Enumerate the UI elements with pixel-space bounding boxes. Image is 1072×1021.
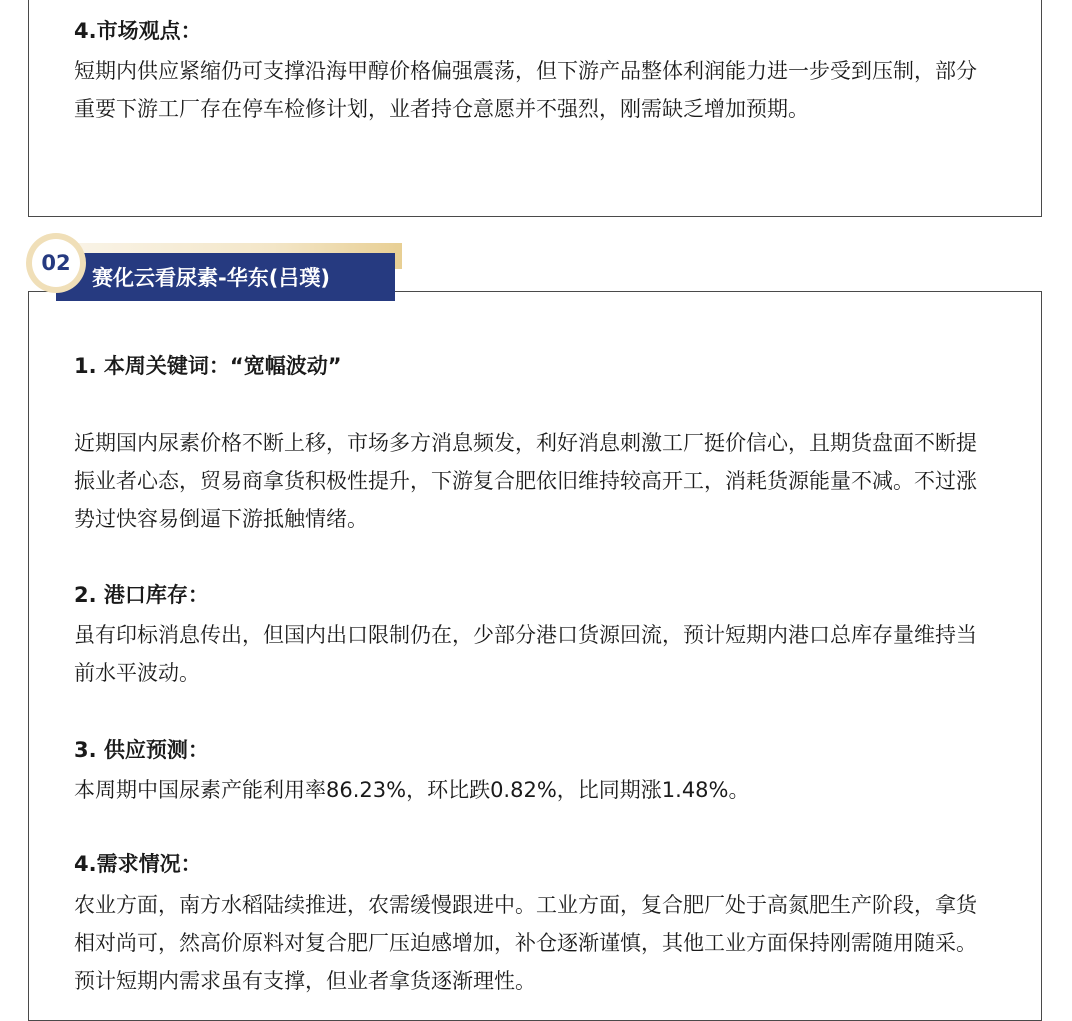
supply-forecast-text: 本周期中国尿素产能利用率86.23%，环比跌0.82%，比同期涨1.48%。 bbox=[74, 778, 750, 802]
demand-heading: 4.需求情况： bbox=[74, 852, 202, 876]
section-title: 赛化云看尿素-华东(吕璞) bbox=[92, 266, 330, 290]
supply-forecast-heading: 3. 供应预测： bbox=[74, 738, 209, 762]
market-view-heading: 4.市场观点： bbox=[74, 19, 202, 43]
keyword-heading: 1. 本周关键词：“宽幅波动” bbox=[74, 354, 342, 378]
demand-text: 农业方面，南方水稻陆续推进，农需缓慢跟进中。工业方面，复合肥厂处于高氮肥生产阶段，拿货相对尚可，然高价原料对复合肥厂压迫感增加，补仓逐渐谨慎，其他工业方面保持刚需随用随采。预计短期内需求虽有支撑，但业者拿货逐渐理性。 bbox=[74, 893, 977, 993]
port-inventory-heading: 2. 港口库存： bbox=[74, 583, 209, 607]
keyword-text: 近期国内尿素价格不断上移，市场多方消息频发，利好消息刺激工厂挺价信心，且期货盘面不断提振业者心态，贸易商拿货积极性提升，下游复合肥依旧维持较高开工，消耗货源能量不减。不过涨势过快容易倒逼下游抵触情绪。 bbox=[74, 431, 977, 531]
section-number-badge: 02 bbox=[32, 239, 80, 287]
port-inventory-text: 虽有印标消息传出，但国内出口限制仍在，少部分港口货源回流，预计短期内港口总库存量维持当前水平波动。 bbox=[74, 623, 977, 685]
market-view-text: 短期内供应紧缩仍可支撑沿海甲醇价格偏强震荡，但下游产品整体利润能力进一步受到压制，部分重要下游工厂存在停车检修计划，业者持仓意愿并不强烈，刚需缺乏增加预期。 bbox=[74, 59, 977, 121]
